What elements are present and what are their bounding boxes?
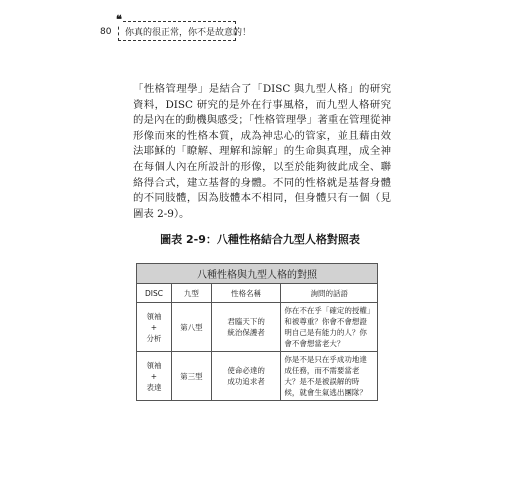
table-row (137, 303, 378, 352)
disc-plus: + (150, 322, 158, 332)
header-disc: DISC (137, 284, 172, 303)
enneagram-type: 第三型 (171, 352, 211, 401)
table-title: 八種性格與九型人格的對照 (137, 264, 378, 284)
disc-primary: 領袖 (146, 311, 162, 321)
running-header-title: 你真的很正常，你不是故意的！ (125, 28, 252, 38)
question-text: 你是不是只在乎成功地達成任務，而不需要當老大？是不是被誤解的時候，就會生氣逃出團隊？ (281, 352, 378, 401)
page-number: 80 (100, 27, 112, 37)
personality-name-cell (211, 303, 281, 352)
disc-secondary: 表達 (146, 382, 162, 392)
personality-name-line2: 統治保護者 (227, 328, 265, 337)
disc-secondary: 分析 (146, 333, 162, 343)
disc-cell (137, 352, 172, 401)
quote-mark-icon: ❝ (116, 13, 122, 26)
disc-plus: + (150, 371, 158, 381)
table-row (137, 352, 378, 401)
comparison-table (136, 263, 378, 401)
personality-name-line1: 君臨天下的 (227, 317, 265, 326)
question-text: 你在不在乎「確定的授權」和被尊重？你會不會想證明自己是有能力的人？你會不會想當老大？ (281, 303, 378, 352)
header-enneagram: 九型 (171, 284, 211, 303)
disc-primary: 領袖 (146, 360, 162, 370)
header-personality-name: 性格名稱 (211, 284, 281, 303)
disc-cell (137, 303, 172, 352)
figure-caption: 圖表 2-9：八種性格結合九型人格對照表 (160, 233, 360, 246)
personality-name-line1: 使命必達的 (227, 366, 265, 375)
header-questions: 詢問的話語 (281, 284, 378, 303)
running-header (116, 13, 252, 41)
body-paragraph: 「性格管理學」是結合了「DISC 與九型人格」的研究資料，DISC 研究的是外在行事風格，而九型人格研究的是內在的動機與感受；「性格管理學」著重在管理從神形像而來的性格本質，成為神忠心的管家，並且藉由效法耶穌的「瞭解、理解和諒解」的生命與真理，成全神在每個人內在所設計的形像，以至於能夠彼此成全、聯絡得合式，建立基督的身體。不同的性格就是基督身體的不同肢體，因為肢體本不相同，但身體只有一個（見圖表 2-9）。 (133, 83, 391, 220)
enneagram-type: 第八型 (171, 303, 211, 352)
personality-name-cell (211, 352, 281, 401)
personality-name-line2: 成功追求者 (227, 377, 265, 386)
